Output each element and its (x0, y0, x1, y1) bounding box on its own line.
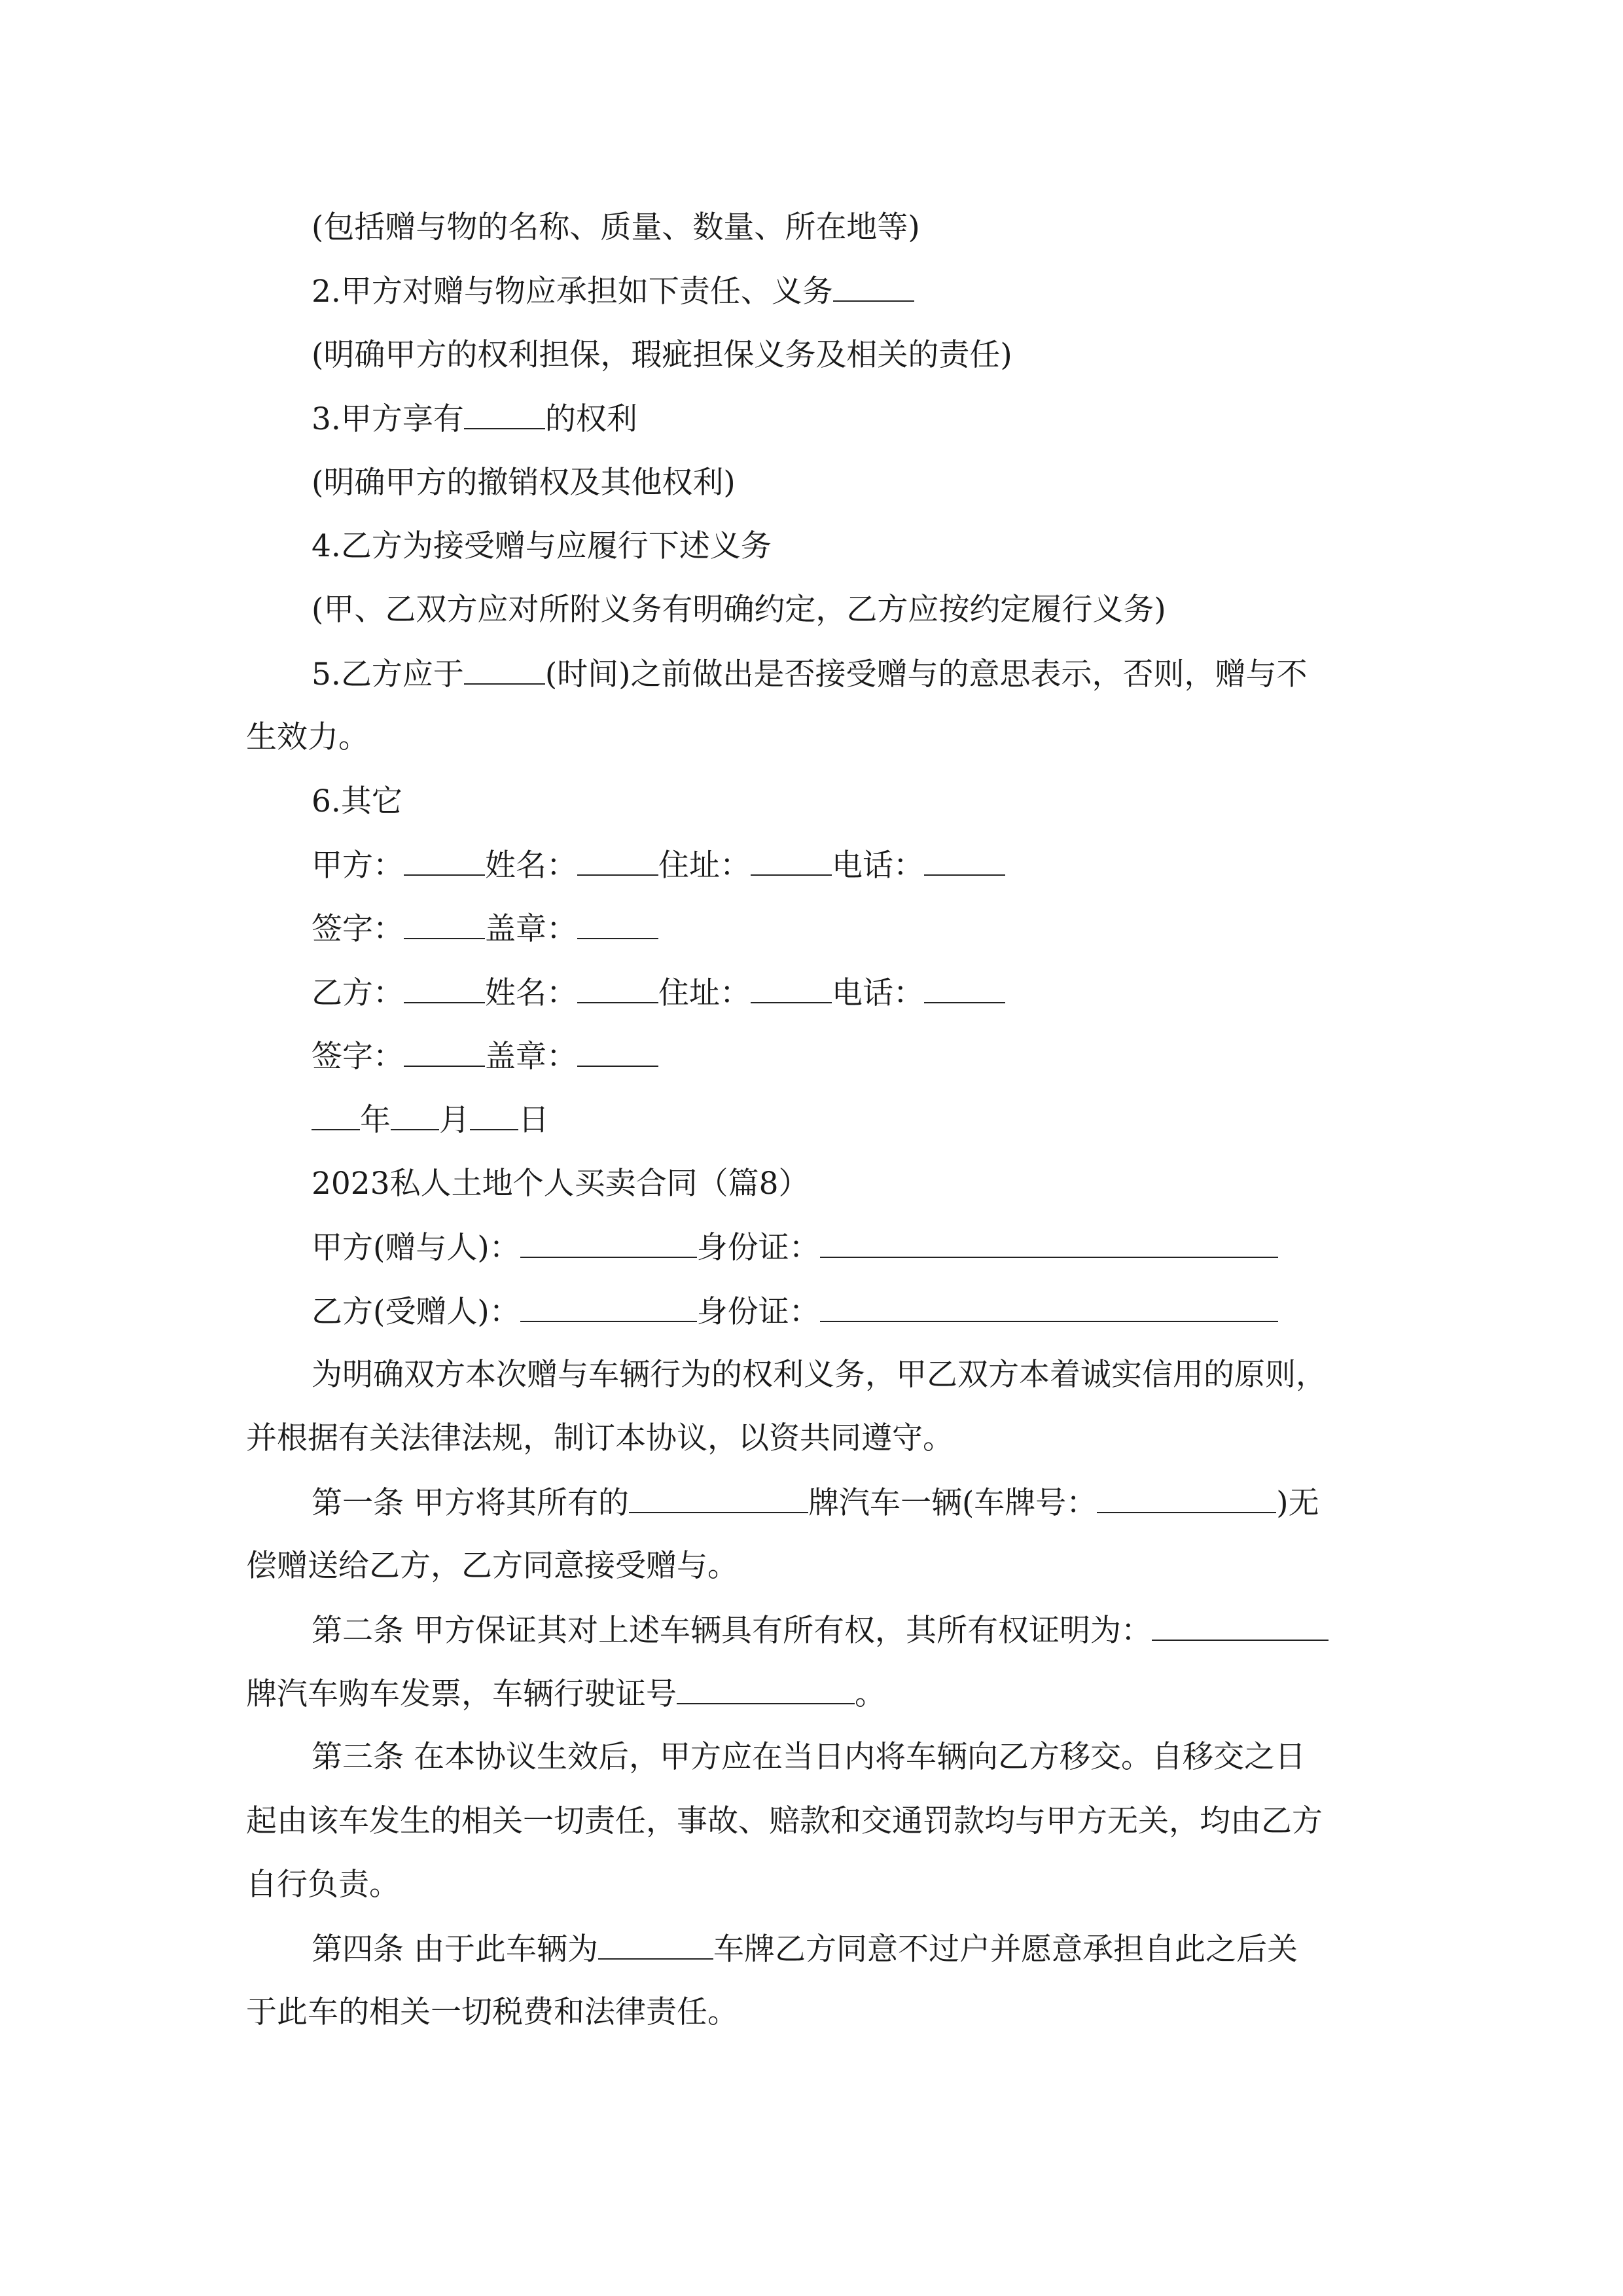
article-3: 第三条 在本协议生效后，甲方应在当日内将车辆向乙方移交。自移交之日 (312, 1739, 1306, 1776)
fill-blank (520, 1228, 697, 1258)
paragraph: 3.甲方享有 的权利 (246, 399, 1382, 463)
fill-blank (598, 1929, 713, 1960)
fill-blank (577, 1037, 658, 1067)
paragraph-continuation: 起由该车发生的相关一切责任，事故、赔款和交通罚款均与甲方无关，均由乙方 (246, 1803, 1323, 1839)
paragraph-continuation: 生效力。 (246, 719, 369, 756)
fill-blank (464, 655, 545, 685)
paragraph-continuation: 偿赠送给乙方，乙方同意接受赠与。 (246, 1548, 738, 1585)
fill-blank (751, 846, 832, 876)
fill-blank (404, 909, 485, 939)
paragraph: 2.甲方对赠与物应承担如下责任、义务 (246, 272, 1382, 335)
signature-row-party-a: 甲方： 姓名： 住址： 电话： (246, 846, 1382, 909)
document-body (246, 208, 1382, 2056)
paragraph: 6.其它 (312, 783, 402, 819)
fill-blank (820, 1292, 1278, 1322)
fill-blank (820, 1228, 1278, 1258)
fill-blank (312, 1100, 360, 1130)
fill-blank (470, 1100, 518, 1130)
fill-blank (520, 1292, 697, 1322)
paragraph: 5.乙方应于 (时间)之前做出是否接受赠与的意思表示，否则，赠与不 (246, 655, 1382, 718)
paragraph: (包括赠与物的名称、质量、数量、所在地等) (312, 209, 920, 245)
article-2: 第二条 甲方保证其对上述车辆具有所有权，其所有权证明为： (246, 1611, 1382, 1674)
signature-row-party-b: 乙方： 姓名： 住址： 电话： (246, 973, 1382, 1037)
fill-blank (391, 1100, 439, 1130)
fill-blank (924, 973, 1005, 1003)
signature-seal-row-party-b: 签字： 盖章： (246, 1037, 1382, 1100)
fill-blank (404, 973, 485, 1003)
fill-blank (577, 973, 658, 1003)
fill-blank (1152, 1611, 1329, 1641)
fill-blank (924, 846, 1005, 876)
paragraph-continuation: 并根据有关法律法规，制订本协议，以资共同遵守。 (246, 1420, 954, 1457)
signature-seal-row-party-a: 签字： 盖章： (246, 909, 1382, 973)
fill-blank (577, 909, 658, 939)
paragraph: 为明确双方本次赠与车辆行为的权利义务，甲乙双方本着诚实信用的原则， (312, 1357, 1327, 1393)
paragraph: (甲、乙双方应对所附义务有明确约定，乙方应按约定履行义务) (312, 592, 1166, 628)
date-line: 年 月 日 (246, 1100, 1382, 1164)
fill-blank (833, 272, 914, 302)
donor-row: 甲方(赠与人)： 身份证： (246, 1228, 1382, 1291)
paragraph: 4.乙方为接受赠与应履行下述义务 (312, 528, 772, 564)
article-1: 第一条 甲方将其所有的 牌汽车一辆(车牌号： )无 (246, 1483, 1382, 1547)
paragraph: (明确甲方的撤销权及其他权利) (312, 464, 736, 501)
fill-blank (1097, 1483, 1276, 1513)
fill-blank (677, 1674, 855, 1704)
donee-row: 乙方(受赠人)： 身份证： (246, 1292, 1382, 1355)
fill-blank (629, 1483, 808, 1513)
fill-blank (404, 1037, 485, 1067)
paragraph-continuation: 自行负责。 (246, 1867, 400, 1903)
fill-blank (404, 846, 485, 876)
paragraph: (明确甲方的权利担保，瑕疵担保义务及相关的责任) (312, 336, 1012, 373)
fill-blank (464, 399, 545, 429)
fill-blank (577, 846, 658, 876)
paragraph-continuation: 牌汽车购车发票，车辆行驶证号 。 (246, 1674, 1382, 1738)
paragraph-continuation: 于此车的相关一切税费和法律责任。 (246, 1994, 738, 2030)
section-title: 2023私人土地个人买卖合同（篇8） (312, 1165, 810, 1202)
article-4: 第四条 由于此车辆为 车牌乙方同意不过户并愿意承担自此之后关 (246, 1929, 1382, 1993)
fill-blank (751, 973, 832, 1003)
